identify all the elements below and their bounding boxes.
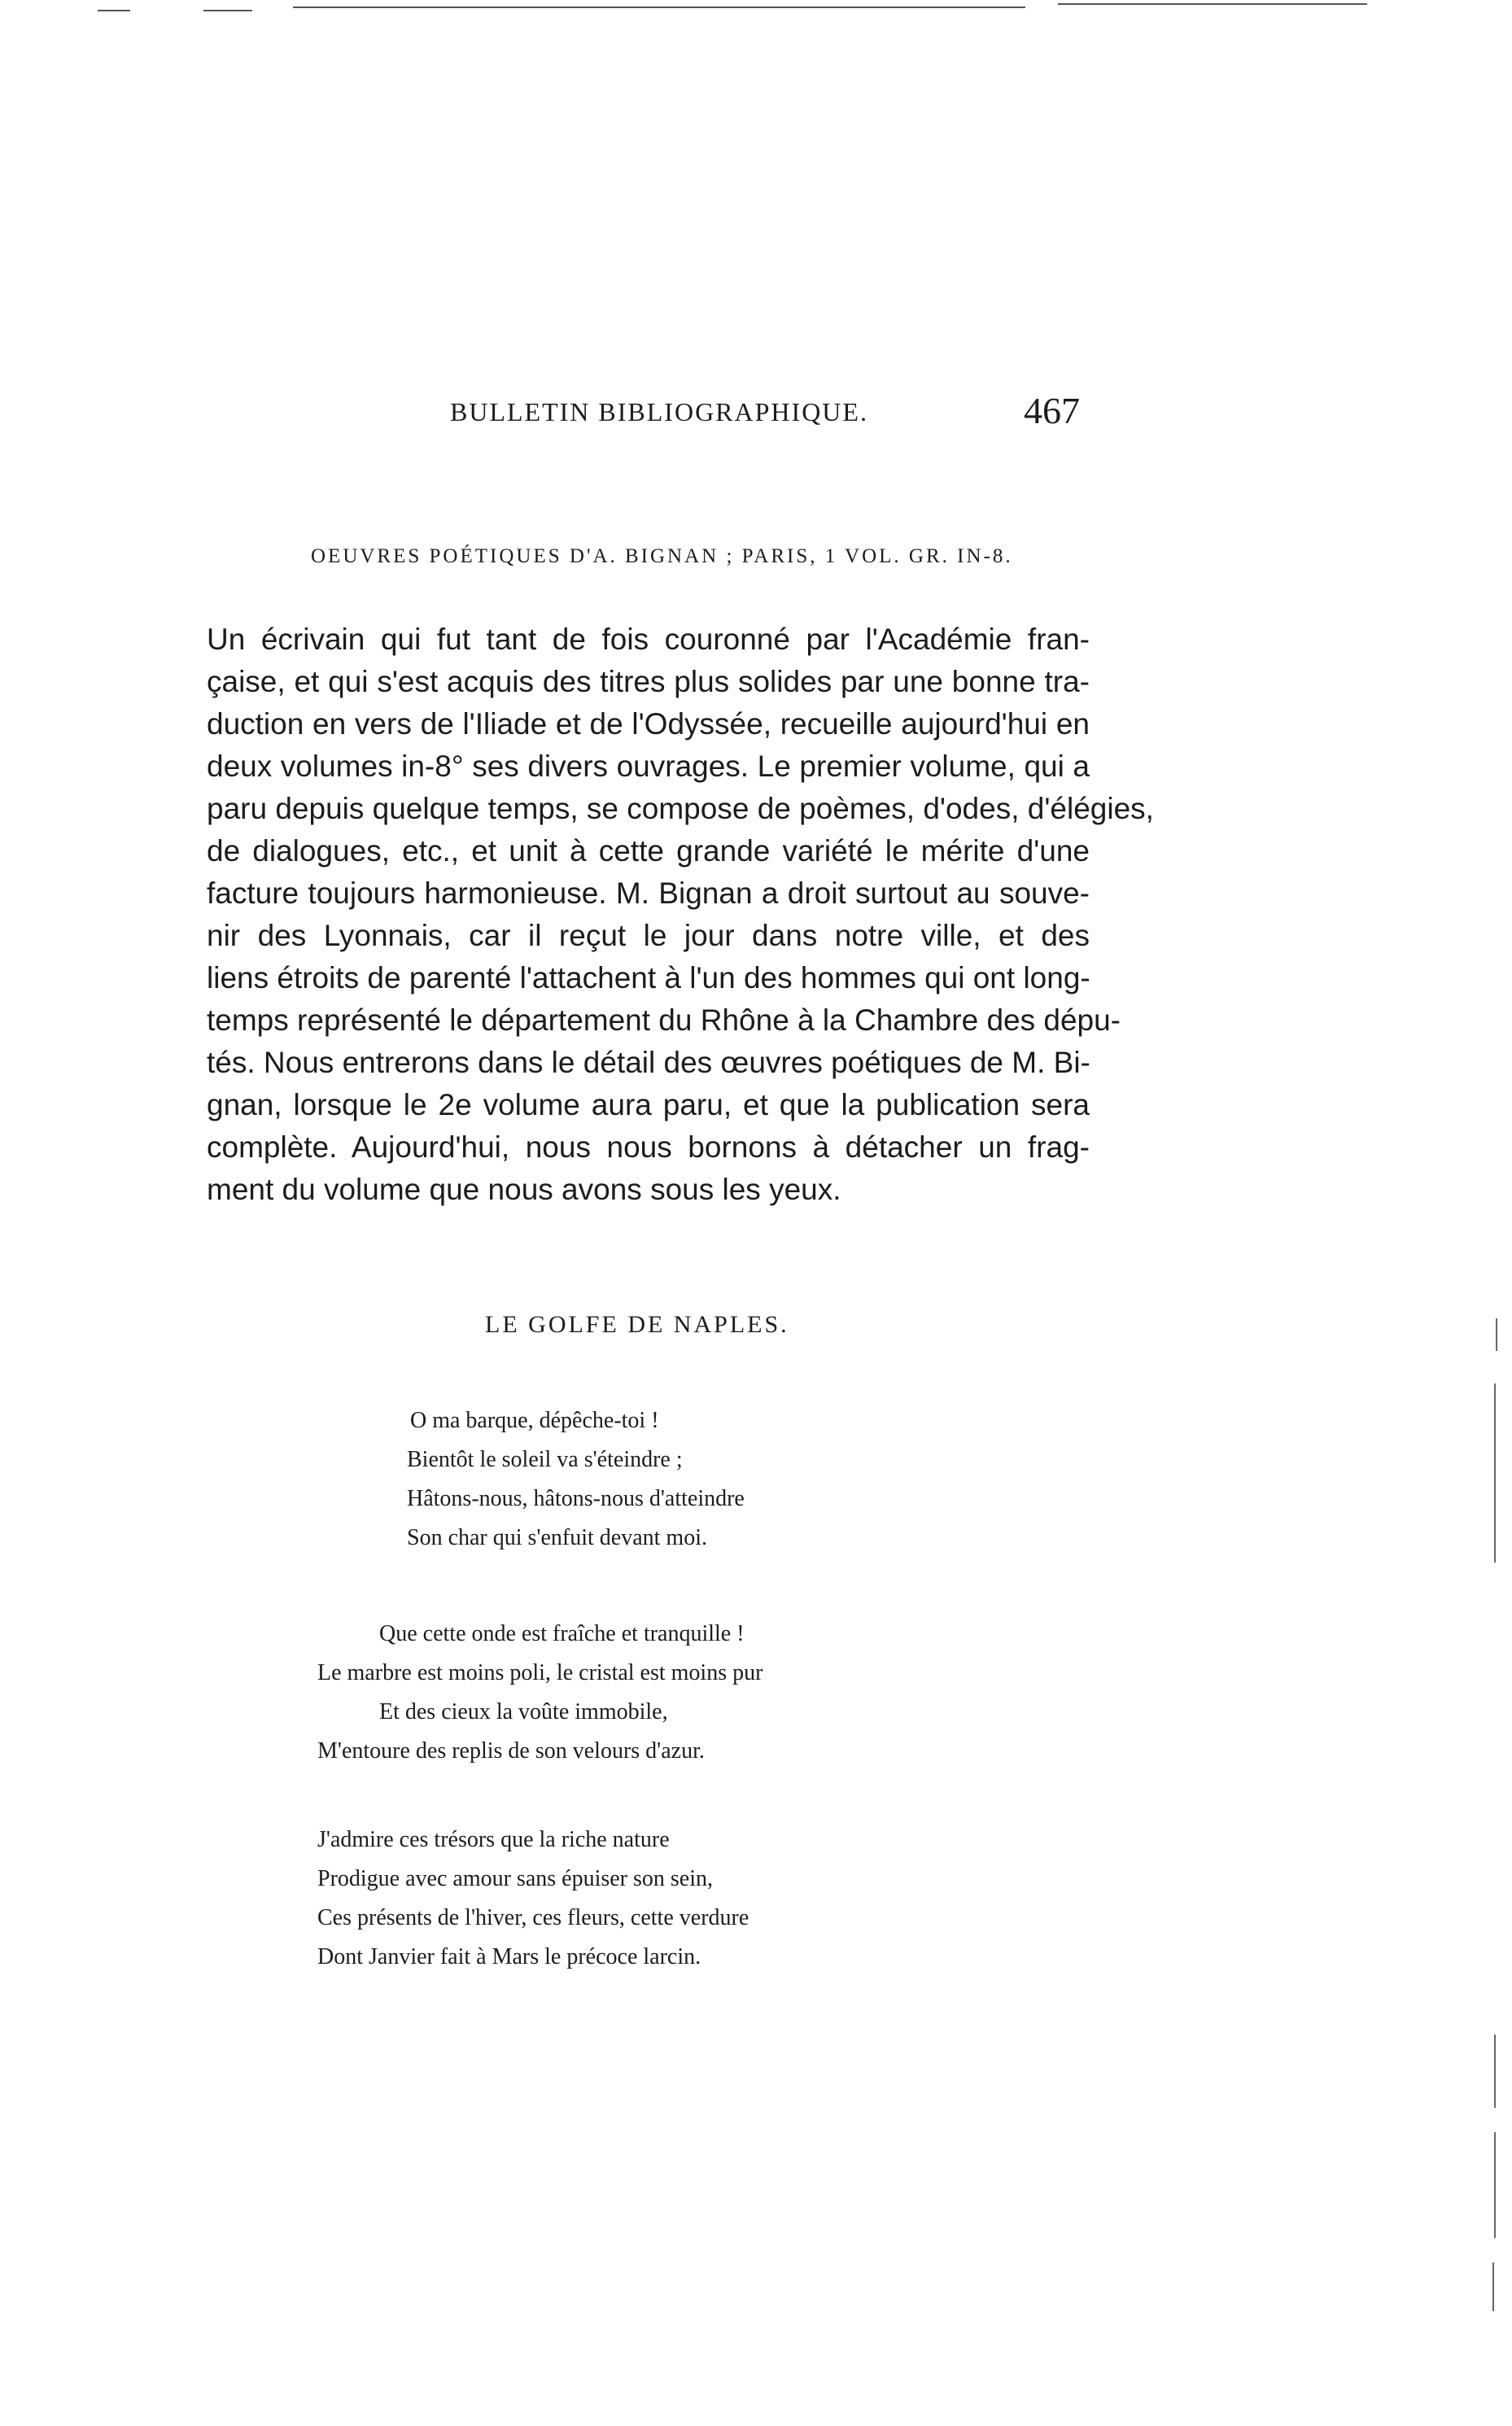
paragraph-line: complète. Aujourd'hui, nous nous bornons à détacher un frag- [207, 1130, 1090, 1164]
scan-margin-mark [1494, 2132, 1496, 2238]
running-head: BULLETIN BIBLIOGRAPHIQUE. [450, 397, 868, 426]
poem-verse: Ces présents de l'hiver, ces fleurs, cette verdure [317, 1905, 749, 1930]
scan-edge-line [293, 7, 1025, 8]
poem-verse: Et des cieux la voûte immobile, [379, 1699, 668, 1724]
paragraph-line: paru depuis quelque temps, se compose de poèmes, d'odes, d'élégies, [207, 792, 1154, 825]
scan-margin-mark [1494, 1383, 1496, 1563]
poem-verse: Dont Janvier fait à Mars le précoce larcin. [317, 1944, 701, 1969]
paragraph-line: çaise, et qui s'est acquis des titres plus solides par une bonne tra- [207, 665, 1090, 698]
paragraph-line: temps représenté le département du Rhône à la Chambre des dépu- [207, 1003, 1121, 1037]
paragraph-line: duction en vers de l'Iliade et de l'Odyssée, recueille aujourd'hui en [207, 707, 1090, 741]
poem-verse: Prodigue avec amour sans épuiser son sein, [317, 1866, 713, 1891]
scan-edge-line [203, 10, 252, 11]
poem-verse: O ma barque, dépêche-toi ! [410, 1408, 659, 1433]
poem-verse: Hâtons-nous, hâtons-nous d'atteindre [407, 1486, 745, 1511]
paragraph-line: gnan, lorsque le 2e volume aura paru, et que la publication sera [207, 1088, 1090, 1121]
poem-verse: Que cette onde est fraîche et tranquille ! [379, 1621, 745, 1646]
paragraph-line: de dialogues, etc., et unit à cette grande variété le mérite d'une [207, 834, 1090, 868]
review-title: OEUVRES POÉTIQUES D'A. BIGNAN ; PARIS, 1 VOL. GR. IN-8. [311, 545, 1013, 567]
scan-margin-mark [1494, 2035, 1496, 2108]
paragraph-line: deux volumes in-8° ses divers ouvrages. Le premier volume, qui a [207, 750, 1090, 783]
poem-title: LE GOLFE DE NAPLES. [485, 1311, 789, 1338]
scan-edge-line [98, 10, 130, 11]
poem-verse: Bientôt le soleil va s'éteindre ; [407, 1447, 683, 1472]
scan-edge-line [1058, 3, 1367, 5]
paragraph-line: liens étroits de parenté l'attachent à l'un des hommes qui ont long- [207, 961, 1090, 994]
paragraph-line: facture toujours harmonieuse. M. Bignan a droit surtout au souve- [207, 876, 1090, 910]
paragraph-line: tés. Nous entrerons dans le détail des œuvres poétiques de M. Bi- [207, 1046, 1090, 1079]
poem-stanza [317, 1821, 749, 1977]
poem-verse: M'entoure des replis de son velours d'azur. [317, 1738, 705, 1764]
page-number: 467 [1024, 390, 1080, 431]
paragraph-line: ment du volume que nous avons sous les yeux. [207, 1173, 841, 1206]
poem-verse: Le marbre est moins poli, le cristal est moins pur [317, 1660, 763, 1685]
poem-stanza [407, 1401, 745, 1558]
poem-stanza [317, 1615, 763, 1771]
scan-margin-mark [1492, 2262, 1494, 2311]
poem-verse: Son char qui s'enfuit devant moi. [407, 1525, 707, 1550]
paragraph-line: nir des Lyonnais, car il reçut le jour dans notre ville, et des [207, 919, 1090, 952]
scan-margin-mark [1496, 1318, 1497, 1351]
poem-verse: J'admire ces trésors que la riche nature [317, 1827, 670, 1852]
review-paragraph [207, 619, 1154, 1211]
paragraph-line: Un écrivain qui fut tant de fois couronné par l'Académie fran- [207, 623, 1090, 656]
